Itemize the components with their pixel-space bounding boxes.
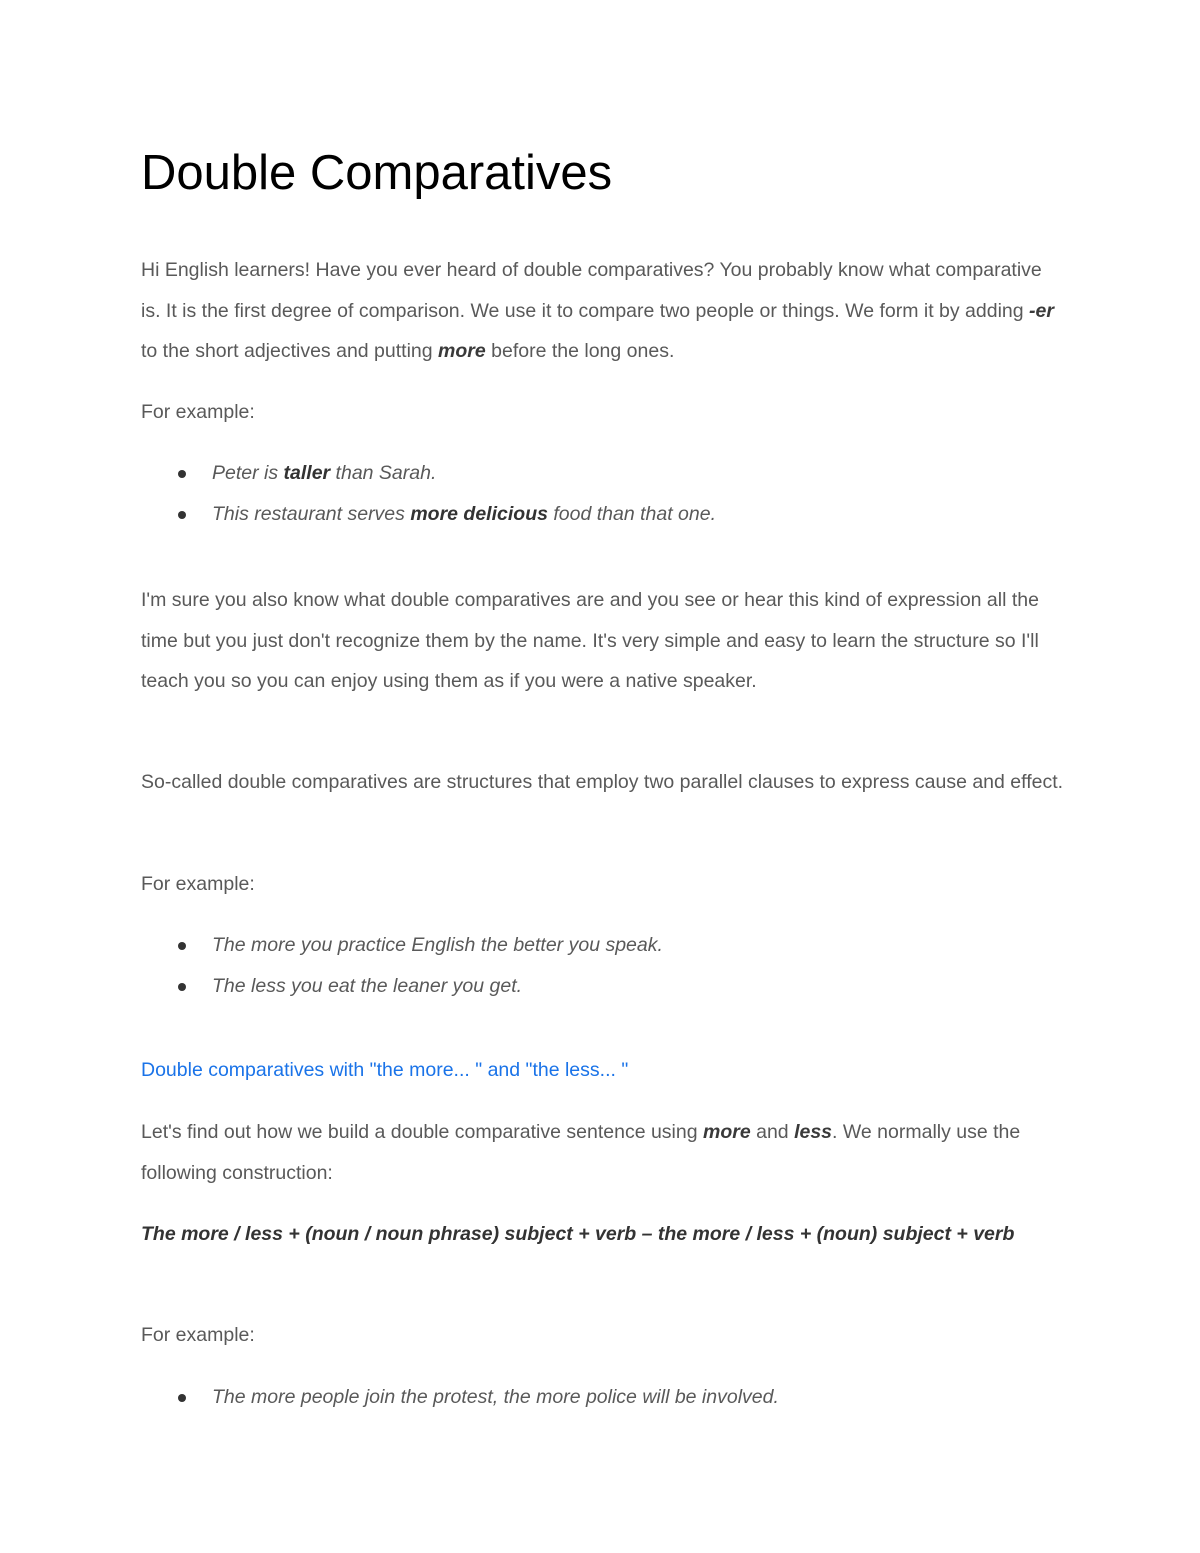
list-item: The less you eat the leaner you get. — [141, 966, 1066, 1007]
paragraph-sure: I'm sure you also know what double comparatives are and you see or hear this kind of expression all the time but you just don't recognize them by the name. It's very simple and easy to learn the structure so I'll teach you so you can enjoy using them as if you were a native speaker. — [141, 589, 1039, 692]
example-label-2: For example: — [141, 873, 255, 895]
examples-list-1 — [141, 453, 1066, 534]
example-label-1: For example: — [141, 401, 255, 423]
list-item: This restaurant serves more delicious food than that one. — [141, 494, 1066, 535]
section-heading: Double comparatives with "the more... " and "the less... " — [141, 1059, 629, 1081]
paragraph-build: Let's find out how we build a double comparative sentence using more and less. We normally use the following construction: — [141, 1121, 1021, 1184]
build-bold-less: less — [794, 1121, 833, 1143]
bullet-icon — [178, 470, 186, 478]
examples-list-2 — [141, 925, 1066, 1006]
bullet-icon — [178, 983, 186, 991]
intro-text-3: before the long ones. — [485, 340, 675, 362]
intro-text-1: Hi English learners! Have you ever heard of double comparatives? You probably know what comparative is. It is the first degree of comparison. We use it to compare two people or things. We form it by adding — [141, 259, 1042, 322]
bullet-icon — [178, 511, 186, 519]
intro-bold-er: -er — [1029, 299, 1054, 322]
example-label-3: For example: — [141, 1324, 255, 1346]
build-bold-more: more — [703, 1121, 751, 1143]
intro-text-2: to the short adjectives and putting — [141, 340, 439, 362]
paragraph-so-called: So-called double comparatives are structures that employ two parallel clauses to express cause and effect. — [141, 771, 1064, 793]
list-item: Peter is taller than Sarah. — [141, 453, 1066, 494]
intro-paragraph — [141, 250, 1066, 372]
list-item: The more you practice English the better you speak. — [141, 925, 1066, 966]
construction-formula: The more / less + (noun / noun phrase) subject + verb – the more / less + (noun) subject + verb — [141, 1223, 1015, 1245]
bullet-icon — [178, 942, 186, 950]
intro-bold-more: more — [438, 340, 486, 362]
document-title: Double Comparatives — [141, 146, 613, 200]
bullet-icon — [178, 1394, 186, 1402]
list-item: The more people join the protest, the more police will be involved. — [141, 1377, 1066, 1418]
examples-list-3 — [141, 1377, 1066, 1418]
